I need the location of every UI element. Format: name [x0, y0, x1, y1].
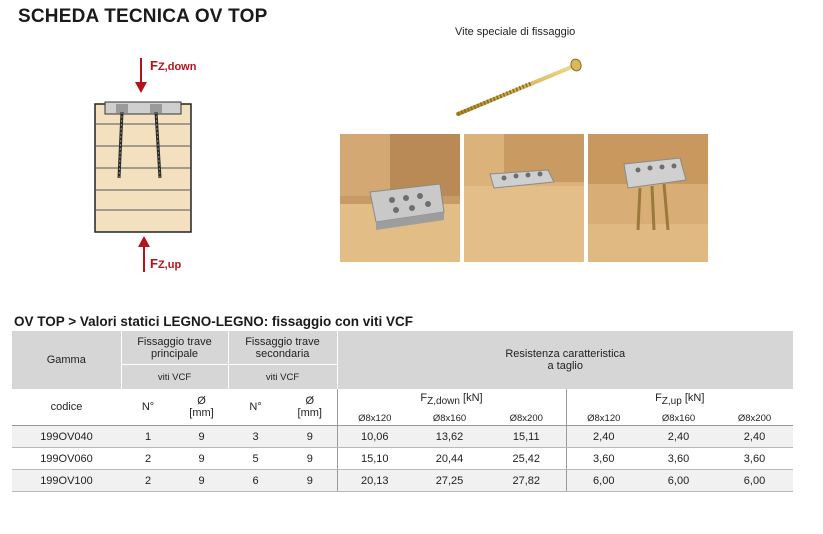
screw-caption: Vite speciale di fissaggio — [455, 26, 576, 38]
force-down-arrow-icon — [134, 58, 148, 94]
cell-main-diameter: 9 — [175, 448, 228, 470]
cell-fz-up-200: 3,60 — [716, 448, 793, 470]
main-beam-header: Fissaggio trave principale — [121, 331, 228, 365]
product-photo-2 — [464, 134, 584, 262]
cell-fz-up-160: 6,00 — [641, 470, 716, 492]
main-count-header: N° — [121, 389, 175, 426]
fz-up-col-200: Ø8x200 — [716, 411, 793, 426]
secondary-count-header: N° — [228, 389, 283, 426]
table-row — [12, 470, 793, 492]
fz-up-header: $F_{Z,up}$ [kN] — [566, 389, 793, 411]
main-screws-label: viti VCF — [121, 365, 228, 390]
product-photo-3 — [588, 134, 708, 262]
fz-down-col-120: Ø8x120 — [337, 411, 412, 426]
static-values-table — [12, 331, 793, 492]
cell-secondary-count: 5 — [228, 448, 283, 470]
cell-secondary-diameter: 9 — [283, 448, 337, 470]
cell-secondary-diameter: 9 — [283, 426, 337, 448]
force-up-label — [150, 256, 181, 271]
cell-main-diameter: 9 — [175, 426, 228, 448]
force-down-symbol: F — [150, 58, 158, 73]
page-title: SCHEDA TECNICA OV TOP — [18, 6, 268, 27]
cell-fz-up-120: 2,40 — [566, 426, 641, 448]
cell-fz-down-200: 15,11 — [487, 426, 566, 448]
cross-section-drawing — [88, 96, 198, 234]
cell-fz-down-120: 15,10 — [337, 448, 412, 470]
fz-down-col-200: Ø8x200 — [487, 411, 566, 426]
cell-fz-down-120: 20,13 — [337, 470, 412, 492]
cell-code: 199OV060 — [12, 448, 121, 470]
cell-code: 199OV100 — [12, 470, 121, 492]
main-diameter-header: Ø [mm] — [175, 389, 228, 426]
fz-up-col-160: Ø8x160 — [641, 411, 716, 426]
force-up-arrow-icon — [137, 236, 151, 272]
cell-main-count: 1 — [121, 426, 175, 448]
cell-fz-down-160: 20,44 — [412, 448, 487, 470]
resistance-header: Resistenza caratteristica a taglio — [337, 331, 793, 389]
cell-fz-down-160: 27,25 — [412, 470, 487, 492]
table-row — [12, 426, 793, 448]
screw-image — [452, 56, 588, 122]
fz-up-col-120: Ø8x120 — [566, 411, 641, 426]
cell-fz-up-160: 2,40 — [641, 426, 716, 448]
cell-fz-down-200: 25,42 — [487, 448, 566, 470]
force-up-symbol: F — [150, 256, 158, 271]
cell-fz-down-120: 10,06 — [337, 426, 412, 448]
cell-fz-up-200: 2,40 — [716, 426, 793, 448]
cell-fz-up-200: 6,00 — [716, 470, 793, 492]
force-up-subscript: Z,up — [157, 259, 182, 271]
cell-main-count: 2 — [121, 448, 175, 470]
force-down-subscript: Z,down — [157, 61, 197, 73]
secondary-diameter-header: Ø [mm] — [283, 389, 337, 426]
code-column-header: codice — [12, 389, 121, 426]
section-title: OV TOP > Valori statici LEGNO-LEGNO: fissaggio con viti VCF — [14, 314, 413, 329]
cell-fz-up-120: 6,00 — [566, 470, 641, 492]
force-down-label — [150, 58, 196, 73]
fz-down-header: $F_{Z,down}$ [kN] — [337, 389, 566, 411]
fz-down-col-160: Ø8x160 — [412, 411, 487, 426]
cell-secondary-count: 3 — [228, 426, 283, 448]
cell-main-count: 2 — [121, 470, 175, 492]
cell-fz-down-160: 13,62 — [412, 426, 487, 448]
cell-fz-down-200: 27,82 — [487, 470, 566, 492]
cell-fz-up-160: 3,60 — [641, 448, 716, 470]
table-row — [12, 448, 793, 470]
gamma-header: Gamma — [46, 354, 86, 366]
cell-code: 199OV040 — [12, 426, 121, 448]
secondary-screws-label: viti VCF — [228, 365, 337, 390]
cell-secondary-count: 6 — [228, 470, 283, 492]
cell-fz-up-120: 3,60 — [566, 448, 641, 470]
cell-secondary-diameter: 9 — [283, 470, 337, 492]
secondary-beam-header: Fissaggio trave secondaria — [228, 331, 337, 365]
product-photo-1 — [340, 134, 460, 262]
cell-main-diameter: 9 — [175, 470, 228, 492]
